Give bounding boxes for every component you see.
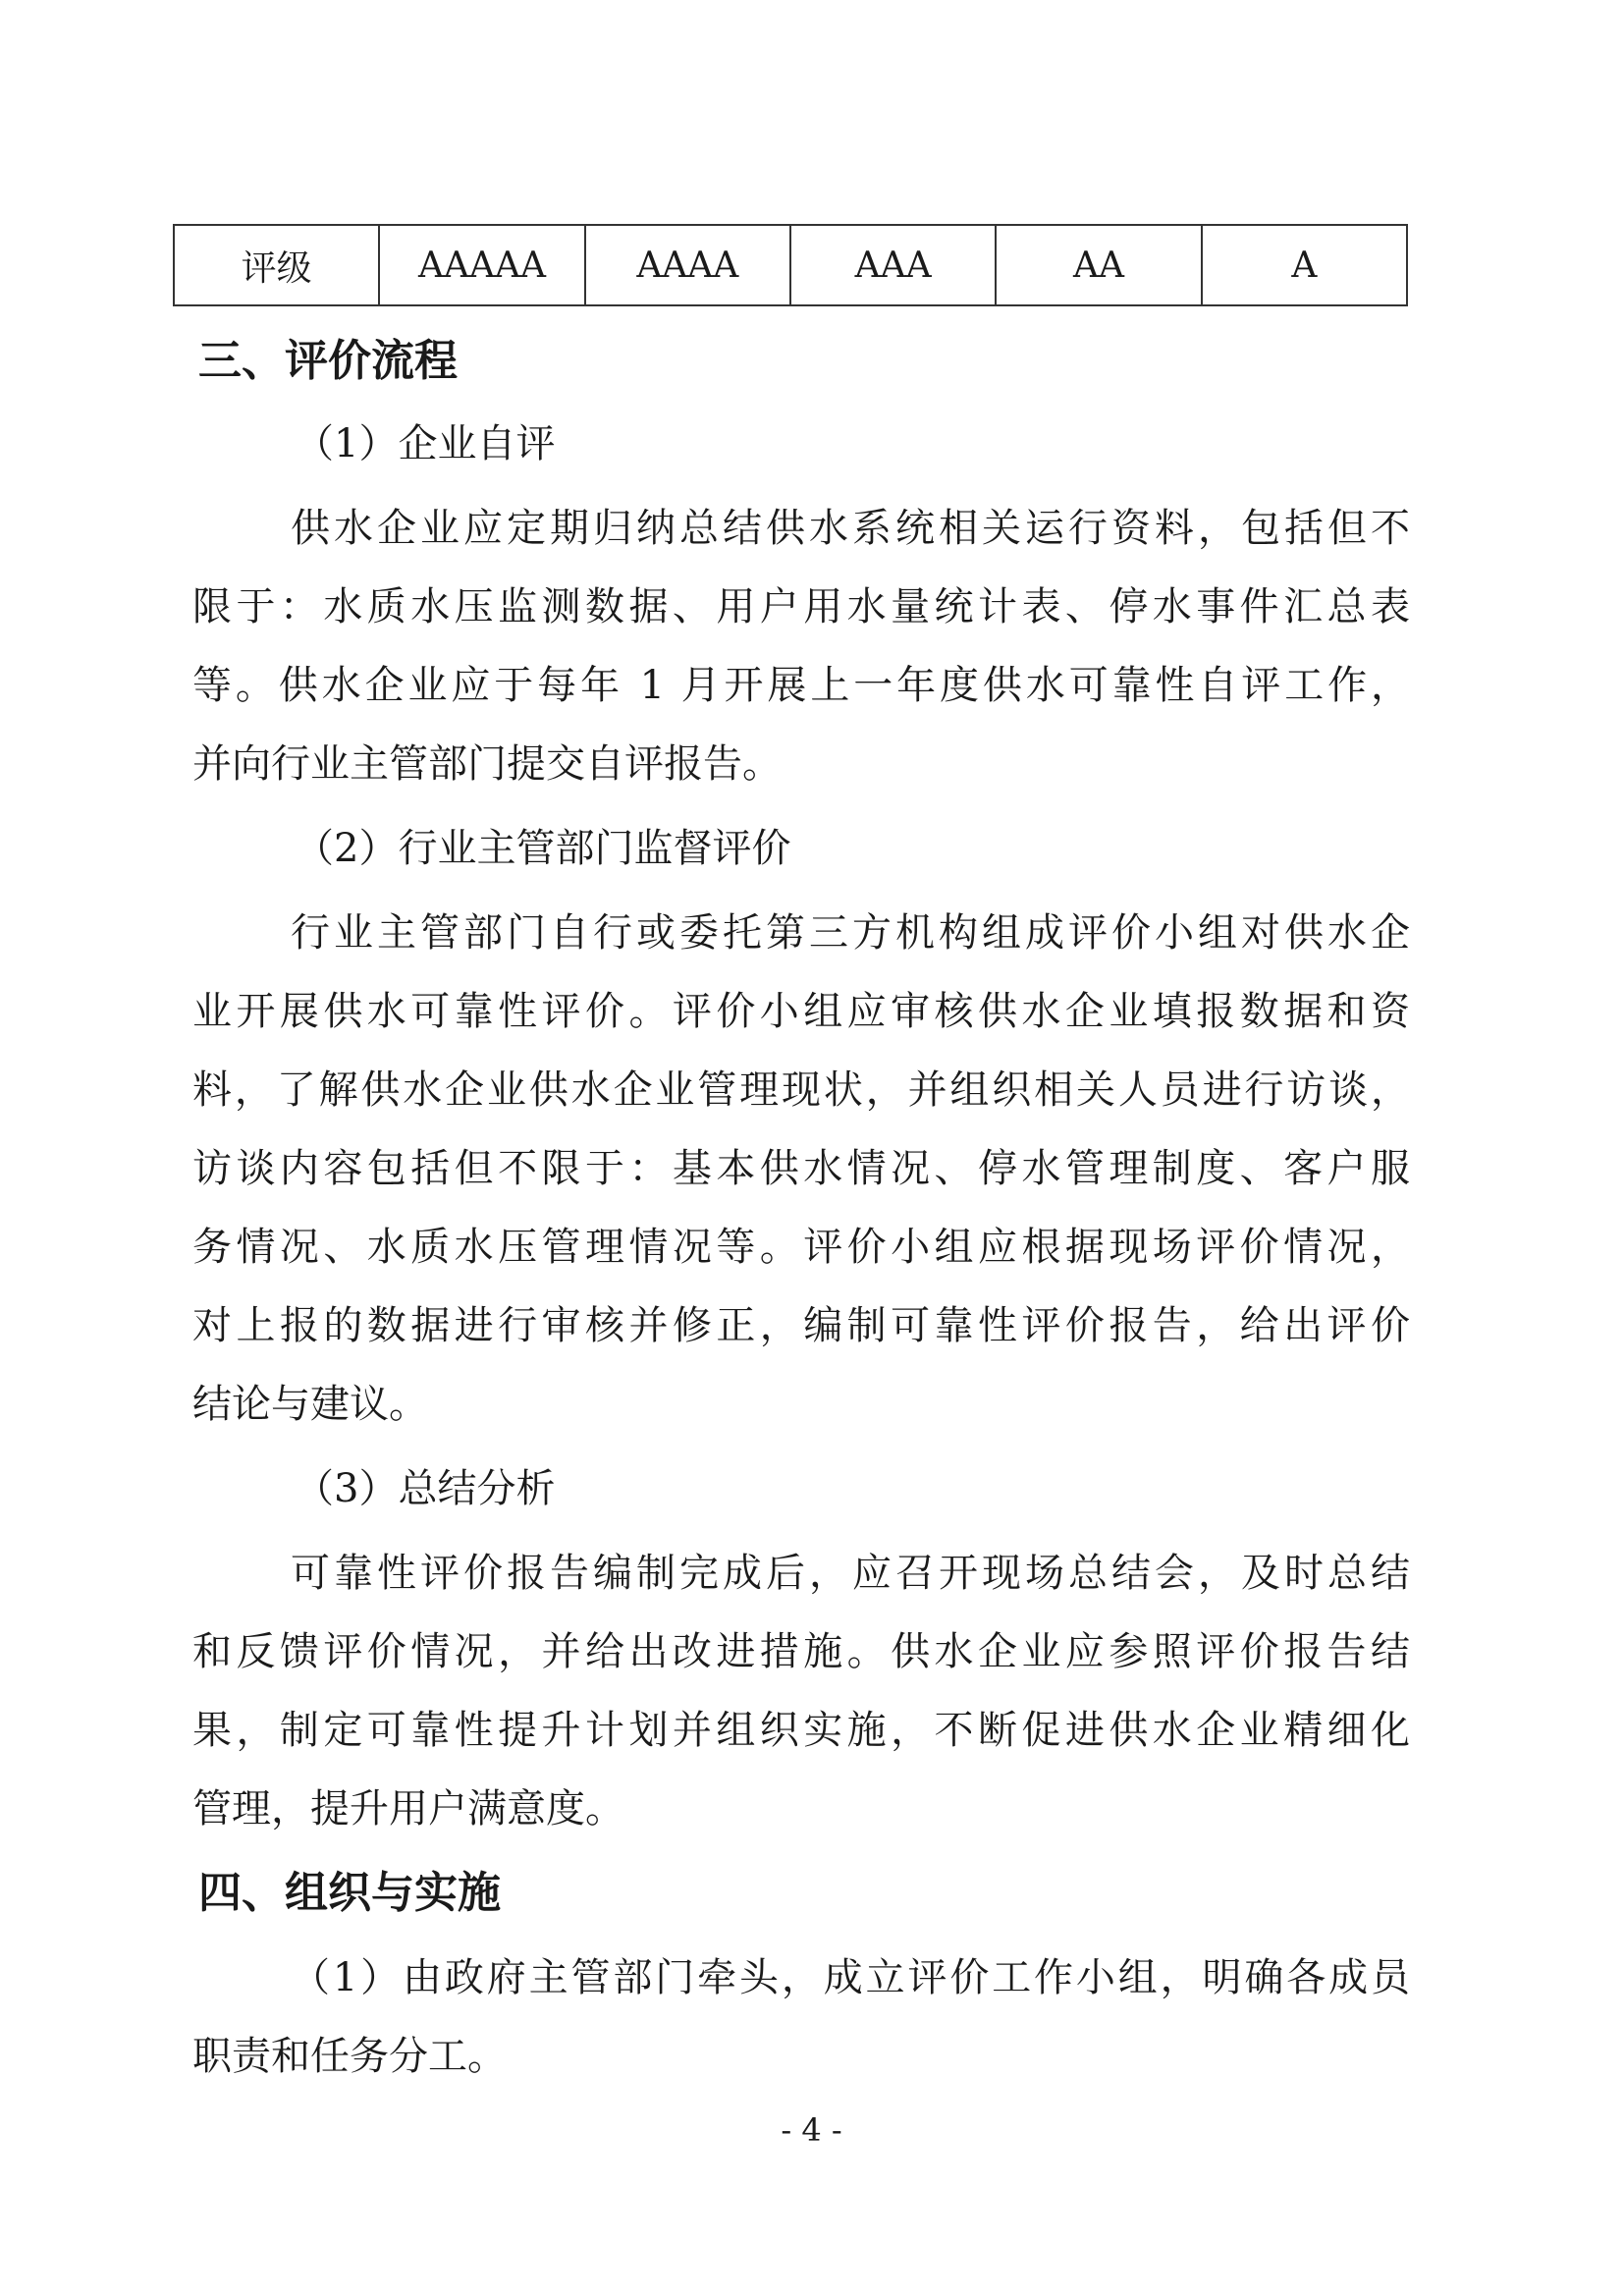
subsection-heading-supervision: （2）行业主管部门监督评价 (295, 826, 791, 871)
subsection-heading-summary: （3）总结分析 (295, 1466, 556, 1511)
rating-row-label: 评级 (174, 225, 379, 305)
rating-level-cell: AA (996, 225, 1201, 305)
paragraph-summary (192, 1534, 1410, 1848)
paragraph-line: 料，了解供水企业供水企业管理现状，并组织相关人员进行访谈， (192, 1067, 1410, 1113)
paragraph-line: 和反馈评价情况，并给出改进措施。供水企业应参照评价报告结 (192, 1629, 1410, 1674)
paragraph-line: 对上报的数据进行审核并修正，编制可靠性评价报告，给出评价 (192, 1303, 1410, 1348)
paragraph-line: 果，制定可靠性提升计划并组织实施，不断促进供水企业精细化 (192, 1708, 1410, 1753)
rating-row (174, 225, 1407, 305)
paragraph-line: 限于：水质水压监测数据、用户用水量统计表、停水事件汇总表 (192, 584, 1410, 629)
rating-level-cell: AAA (790, 225, 996, 305)
paragraph-line: 并向行业主管部门提交自评报告。 (192, 741, 782, 787)
paragraph-line: 结论与建议。 (192, 1382, 428, 1427)
paragraph-self-evaluation (192, 489, 1410, 803)
paragraph-line: 职责和任务分工。 (192, 2034, 507, 2079)
subsection-heading-self-evaluation: （1）企业自评 (295, 421, 556, 466)
paragraph-line: 访谈内容包括但不限于：基本供水情况、停水管理制度、客户服 (192, 1146, 1410, 1191)
paragraph-line: 行业主管部门自行或委托第三方机构组成评价小组对供水企 (291, 910, 1410, 956)
paragraph-line: （1）由政府主管部门牵头，成立评价工作小组，明确各成员 (291, 1955, 1410, 2000)
paragraph-organization-item-1 (192, 1939, 1410, 2096)
rating-table (173, 224, 1408, 306)
paragraph-supervision (192, 894, 1410, 1444)
paragraph-line: 供水企业应定期归纳总结供水系统相关运行资料，包括但不 (291, 506, 1410, 551)
paragraph-line: 管理，提升用户满意度。 (192, 1786, 624, 1831)
page-number: - 4 - (781, 2111, 842, 2149)
rating-level-cell: AAAA (585, 225, 790, 305)
rating-level-cell: A (1202, 225, 1407, 305)
paragraph-line: 可靠性评价报告编制完成后，应召开现场总结会，及时总结 (291, 1551, 1410, 1596)
section-heading-organization: 四、组织与实施 (198, 1868, 501, 1918)
paragraph-line: 等。供水企业应于每年 1 月开展上一年度供水可靠性自评工作， (192, 663, 1410, 708)
paragraph-line: 业开展供水可靠性评价。评价小组应审核供水企业填报数据和资 (192, 989, 1410, 1034)
paragraph-line: 务情况、水质水压管理情况等。评价小组应根据现场评价情况， (192, 1225, 1410, 1270)
section-heading-evaluation-process: 三、评价流程 (198, 336, 458, 386)
document-body (192, 324, 1410, 2104)
rating-level-cell: AAAAA (379, 225, 584, 305)
